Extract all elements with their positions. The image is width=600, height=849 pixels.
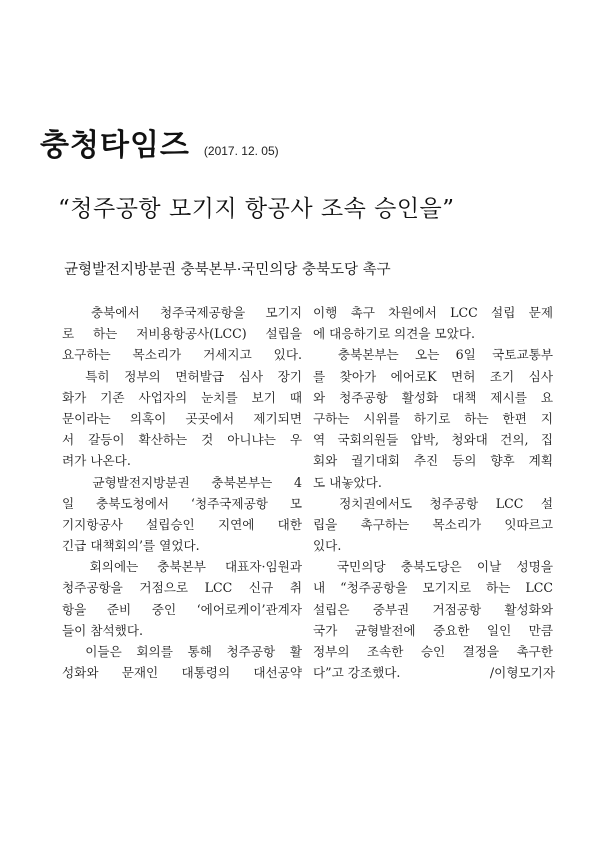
- body-text-line: 기지항공사 설립승인 지연에 대한: [62, 516, 302, 532]
- article-body-left-column: [62, 302, 302, 683]
- body-text-line: 구하는 시위를 하기로 하는 한편 지: [313, 410, 553, 426]
- body-text-line: 긴급 대책회의’를 열었다.: [62, 538, 200, 554]
- body-text-line: 국민의당 충북도당은 이날 성명을: [313, 559, 553, 575]
- body-text-line: 역 국회의원들 압박, 청와대 건의, 집: [313, 432, 553, 448]
- body-text-line: 들이 참석했다.: [62, 622, 143, 638]
- body-text-line: 성화와 문재인 대통령의 대선공약: [62, 665, 302, 681]
- newspaper-name: 충청타임즈: [40, 128, 190, 163]
- body-text-line: 도 내놓았다.: [313, 474, 382, 490]
- body-text-line: 항을 준비 중인 ‘에어로케이’관계자: [62, 601, 302, 617]
- body-text-line: 국가 균형발전에 중요한 일인 만큼: [313, 622, 553, 638]
- article-body-right-column: [313, 302, 553, 683]
- body-text-line: 와 청주공항 활성화 대책 제시를 요: [313, 389, 553, 405]
- body-text-line: 다”고 강조했다. /이형모기자: [313, 662, 553, 683]
- body-text-line: 정부의 조속한 승인 결정을 촉구한: [313, 644, 553, 659]
- body-text-line: 충북에서 청주국제공항을 모기지: [62, 305, 302, 320]
- body-text-line: 특히 정부의 면허발급 심사 장기: [62, 368, 302, 384]
- body-text-line: 회의에는 충북본부 대표자·임원과: [62, 559, 302, 575]
- article-headline: “청주공항 모기지 항공사 조속 승인을”: [58, 196, 455, 222]
- body-text-line: 일 충북도청에서 ‘청주국제공항 모: [62, 495, 302, 511]
- body-text-line: 요구하는 목소리가 거세지고 있다.: [62, 347, 302, 363]
- body-text-line: 화가 기존 사업자의 눈치를 보기 때: [62, 389, 302, 405]
- reporter-byline: /이형모기자: [489, 665, 555, 681]
- body-text-line: 설립은 중부권 거점공항 활성화와: [313, 601, 553, 617]
- body-text-line: 려가 나온다.: [62, 453, 131, 469]
- masthead: [40, 120, 279, 164]
- body-text-line: 로 하는 저비용항공사(LCC) 설립을: [62, 326, 302, 342]
- body-text-line: 회와 궐기대회 추진 등의 향후 계획: [313, 453, 553, 469]
- body-text-line: 있다.: [313, 538, 342, 554]
- body-text-line: 에 대응하기로 의견을 모았다.: [313, 326, 475, 342]
- body-text-line: 를 찾아가 에어로K 면허 조기 심사: [313, 368, 553, 384]
- article-subheadline: 균형발전지방분권 충북본부·국민의당 충북도당 촉구: [64, 262, 391, 278]
- body-text-line: 이행 촉구 차원에서 LCC 설립 문제: [313, 305, 553, 320]
- body-text-line: 정치권에서도 청주공항 LCC 설: [313, 495, 553, 511]
- body-text-line: 문이라는 의혹이 곳곳에서 제기되면: [62, 410, 302, 426]
- body-text-line: 충북본부는 오는 6일 국토교통부: [313, 347, 553, 363]
- body-text-line: 내 “청주공항을 모기지로 하는 LCC: [313, 580, 553, 596]
- body-text-line: 청주공항을 거점으로 LCC 신규 취: [62, 580, 302, 596]
- body-text-line: 립을 촉구하는 목소리가 잇따르고: [313, 516, 553, 532]
- publication-date: (2017. 12. 05): [203, 144, 279, 158]
- body-text-line: 서 갈등이 확산하는 것 아니냐는 우: [62, 432, 302, 448]
- body-text-line: 균형발전지방분권 충북본부는 4: [62, 474, 302, 490]
- body-text-line: 이들은 회의를 통해 청주공항 활: [62, 644, 302, 659]
